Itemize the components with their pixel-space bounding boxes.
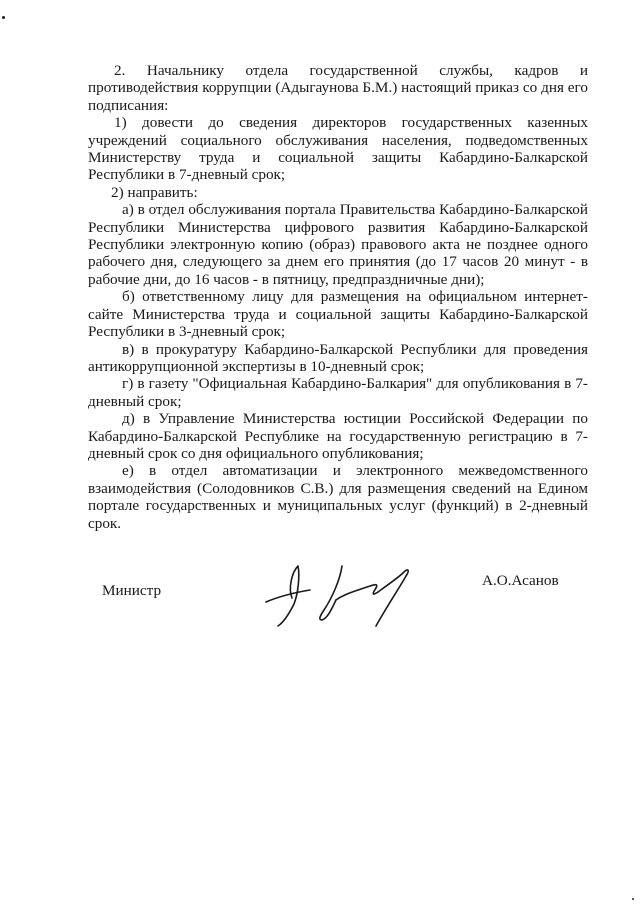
document-body [88,62,588,532]
paragraph-subitem-v: в) в прокуратуру Кабардино-Балкарской Республики для проведения антикоррупционной экспертизы в 10-дневный срок; [88,340,588,375]
handwritten-signature [258,560,448,632]
scan-speck [2,16,5,19]
paragraph-subitem-a: а) в отдел обслуживания портала Правительства Кабардино-Балкарской Республики Министерства цифрового развития Кабардино-Балкарской Республики электронную копию (образ) правового акта не позднее одного рабочего дня, следующего за днем его принятия (до 17 часов 20 минут - в рабочие дни, до 16 часов - в пятницу, предпраздничные дни); [88,201,588,288]
signatory-title: Министр [102,582,162,599]
signatory-name: А.О.Асанов [482,572,559,589]
paragraph-subitem-2: 2) направить: [111,183,198,201]
signature-block [0,560,640,640]
paragraph-subitem-e: е) в отдел автоматизации и электронного межведомственного взаимодействия (Солодовников С.В.) для размещения сведений на Едином портале государственных и муниципальных услуг (функций) в 2-дневный срок. [88,462,588,532]
paragraph-item-2: 2. Начальнику отдела государственной службы, кадров и противодействия коррупции (Адыгаунова Б.М.) настоящий приказ со дня его подписания: [88,62,588,114]
paragraph-subitem-b: б) ответственному лицу для размещения на официальном интернет-сайте Министерства труда и социальной защиты Кабардино-Балкарской Республики в 3-дневный срок; [88,288,588,341]
paragraph-subitem-g: г) в газету "Официальная Кабардино-Балкария" для опубликования в 7-дневный срок; [88,375,588,410]
paragraph-subitem-d: д) в Управление Министерства юстиции Российской Федерации по Кабардино-Балкарской Республике на государственную регистрацию в 7-дневный срок со дня официального опубликования; [88,410,588,462]
paragraph-subitem-1: 1) довести до сведения директоров государственных казенных учреждений социального обслуживания населения, подведомственных Министерству труда и социальной защиты Кабардино-Балкарской Республики в 7-дневный срок; [88,114,588,184]
scan-speck [632,898,634,900]
